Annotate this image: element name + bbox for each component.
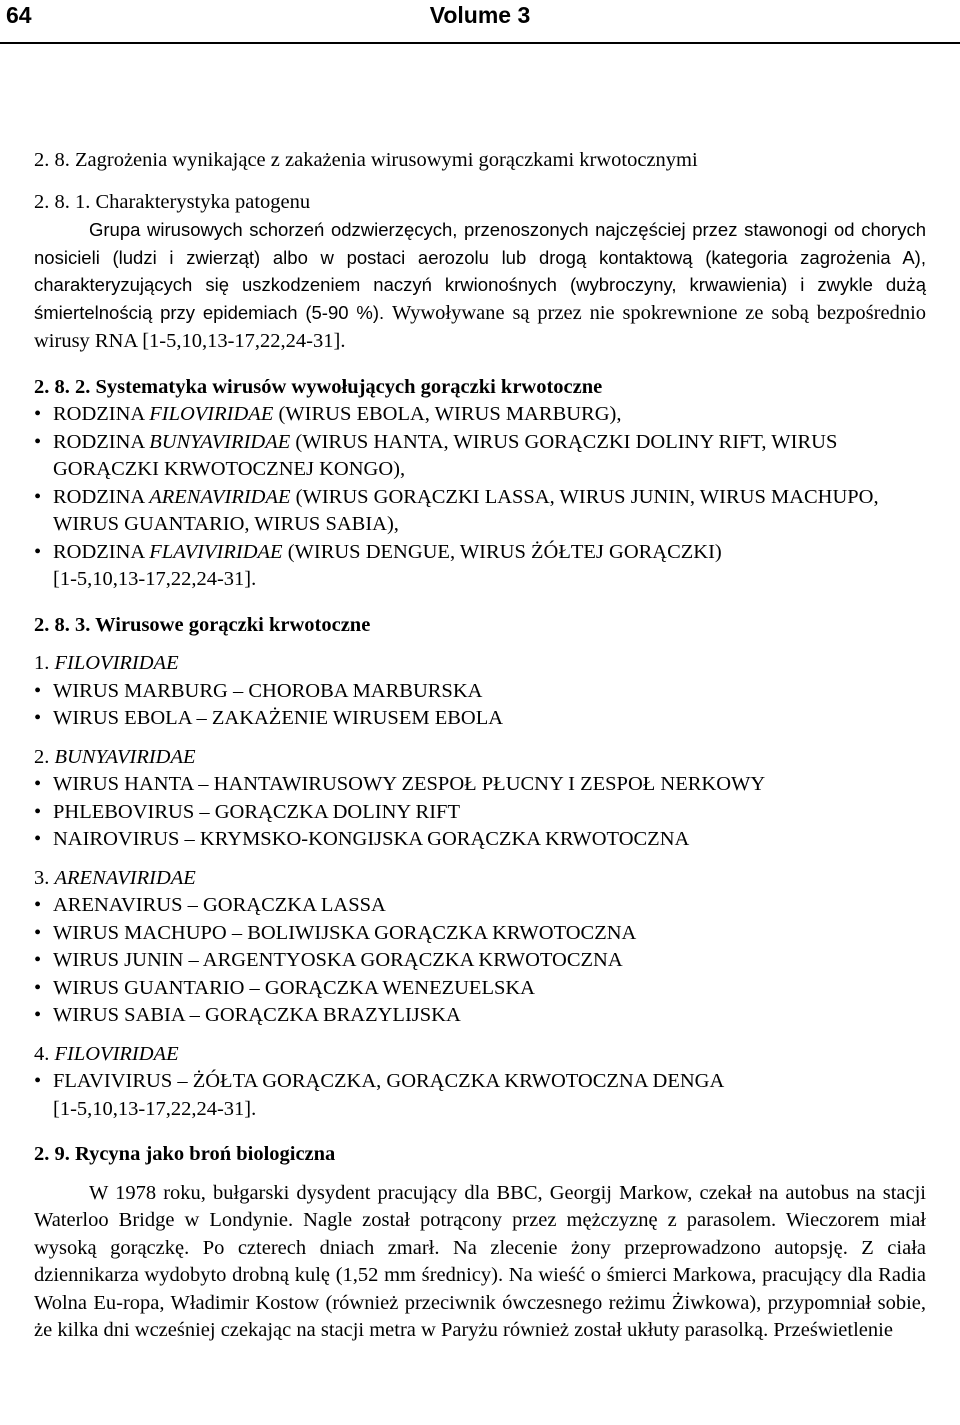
group-heading: 4. FILOVIRIDAE (34, 1042, 179, 1065)
list-item: • FLAVIVIRUS – ŻÓŁTA GORĄCZKA, GORĄCZKA KRWOTOCZNA DENGA (34, 1068, 926, 1096)
list-item: • RODZINA BUNYAVIRIDAE (WIRUS HANTA, WIRUS GORĄCZKI DOLINY RIFT, WIRUS GORĄCZKI KRWOTOCZNEJ KONGO), (34, 429, 926, 484)
list-item: • RODZINA ARENAVIRIDAE (WIRUS GORĄCZKI LASSA, WIRUS JUNIN, WIRUS MACHUPO, WIRUS GUANTARIO, WIRUS SABIA), (34, 484, 926, 539)
ricin-paragraph: W 1978 roku, bułgarski dysydent pracujący dla BBC, Georgij Markow, czekał na autobus na stacji Waterloo Bridge w Londynie. Nagle został potrącony przez mężczyznę z parasolem. Wieczorem miał wysoką gorączkę. Po czterech dniach zmarł. Na zlecenie żony przeprowadzono autopsję. Z ciała dziennikarza wydobyto drobną kulę (1,52 mm średnicy). Na wieść o śmierci Markowa, pracujący dla Radia Wolna Eu-ropa, Władimir Kostow (również przeciwnik ówczesnego reżimu Żiwkowa), przypomniał sobie, że kilka dni wcześniej czekając na stacji metra w Paryżu również został ukłuty parasolką. Prześwietlenie (34, 1181, 926, 1341)
disease-list (34, 1068, 926, 1096)
header-rule (0, 42, 960, 44)
references: [1-5,10,13-17,22,24-31]. (53, 568, 257, 590)
section-heading-2-8-2: 2. 8. 2. Systematyka wirusów wywołujących gorączki krwotoczne (34, 375, 603, 398)
list-item: • ARENAVIRUS – GORĄCZKA LASSA (34, 892, 926, 920)
pathogen-paragraph: Grupa wirusowych schorzeń odzwierzęcych, przenoszonych najczęściej przez stawonogi od chorych nosicieli (ludzi i zwierząt) albo w postaci aerozolu lub drogą kontaktową (kategoria zagrożenia A), charakteryzujących się uszkodzeniem naczyń krwionośnych (wybroczyny, krwawienia) i zwykle dużą śmiertelnością przy epidemiach (5-90 %). Wywoływane są przez nie spokrewnione ze sobą bezpośrednio wirusy RNA [1-5,10,13-17,22,24-31]. (34, 219, 927, 352)
list-item: • WIRUS HANTA – HANTAWIRUSOWY ZESPOŁ PŁUCNY I ZESPOŁ NERKOWY (34, 771, 926, 799)
section-2-8-2 (34, 374, 926, 594)
disease-list (34, 771, 926, 854)
list-item: • WIRUS MACHUPO – BOLIWIJSKA GORĄCZKA KRWOTOCZNA (34, 920, 926, 948)
section-heading-2-8-3: 2. 8. 3. Wirusowe gorączki krwotoczne (34, 613, 371, 636)
list-item: • WIRUS JUNIN – ARGENTYOSKA GORĄCZKA KRWOTOCZNA (34, 947, 926, 975)
group-heading: 2. BUNYAVIRIDAE (34, 745, 196, 768)
references: [1-5,10,13-17,22,24-31]. (53, 1097, 257, 1120)
section-heading-2-8: 2. 8. Zagrożenia wynikające z zakażenia wirusowymi gorączkami krwotocznymi (34, 149, 698, 171)
group-heading: 1. FILOVIRIDAE (34, 652, 179, 674)
section-2-8-1 (34, 189, 926, 356)
group-heading: 3. ARENAVIRIDAE (34, 866, 196, 889)
list-item: • WIRUS SABIA – GORĄCZKA BRAZYLIJSKA (34, 1002, 926, 1030)
list-item: • WIRUS GUANTARIO – GORĄCZKA WENEZUELSKA (34, 975, 926, 1003)
disease-list (34, 678, 926, 733)
disease-list (34, 892, 926, 1030)
page-content (34, 147, 926, 1345)
page-number: 64 (6, 2, 32, 28)
list-item: • WIRUS MARBURG – CHOROBA MARBURSKA (34, 678, 926, 706)
section-heading-2-8-1: 2. 8. 1. Charakterystyka patogenu (34, 190, 311, 213)
list-item: • RODZINA FILOVIRIDAE (WIRUS EBOLA, WIRUS MARBURG), (34, 401, 926, 429)
page-header (0, 0, 960, 46)
list-item: • NAIROVIRUS – KRYMSKO-KONGIJSKA GORĄCZKA KRWOTOCZNA (34, 826, 926, 854)
list-item: • RODZINA FLAVIVIRIDAE (WIRUS DENGUE, WIRUS ŻÓŁTEJ GORĄCZKI) (34, 539, 926, 567)
volume-title: Volume 3 (429, 2, 531, 28)
list-item: • WIRUS EBOLA – ZAKAŻENIE WIRUSEM EBOLA (34, 705, 926, 733)
section-heading-2-9: 2. 9. Rycyna jako broń biologiczna (34, 1143, 336, 1165)
list-item: • PHLEBOVIRUS – GORĄCZKA DOLINY RIFT (34, 799, 926, 827)
family-list (34, 401, 926, 566)
section-2-9 (34, 1141, 926, 1345)
section-2-8-3 (34, 612, 926, 1124)
